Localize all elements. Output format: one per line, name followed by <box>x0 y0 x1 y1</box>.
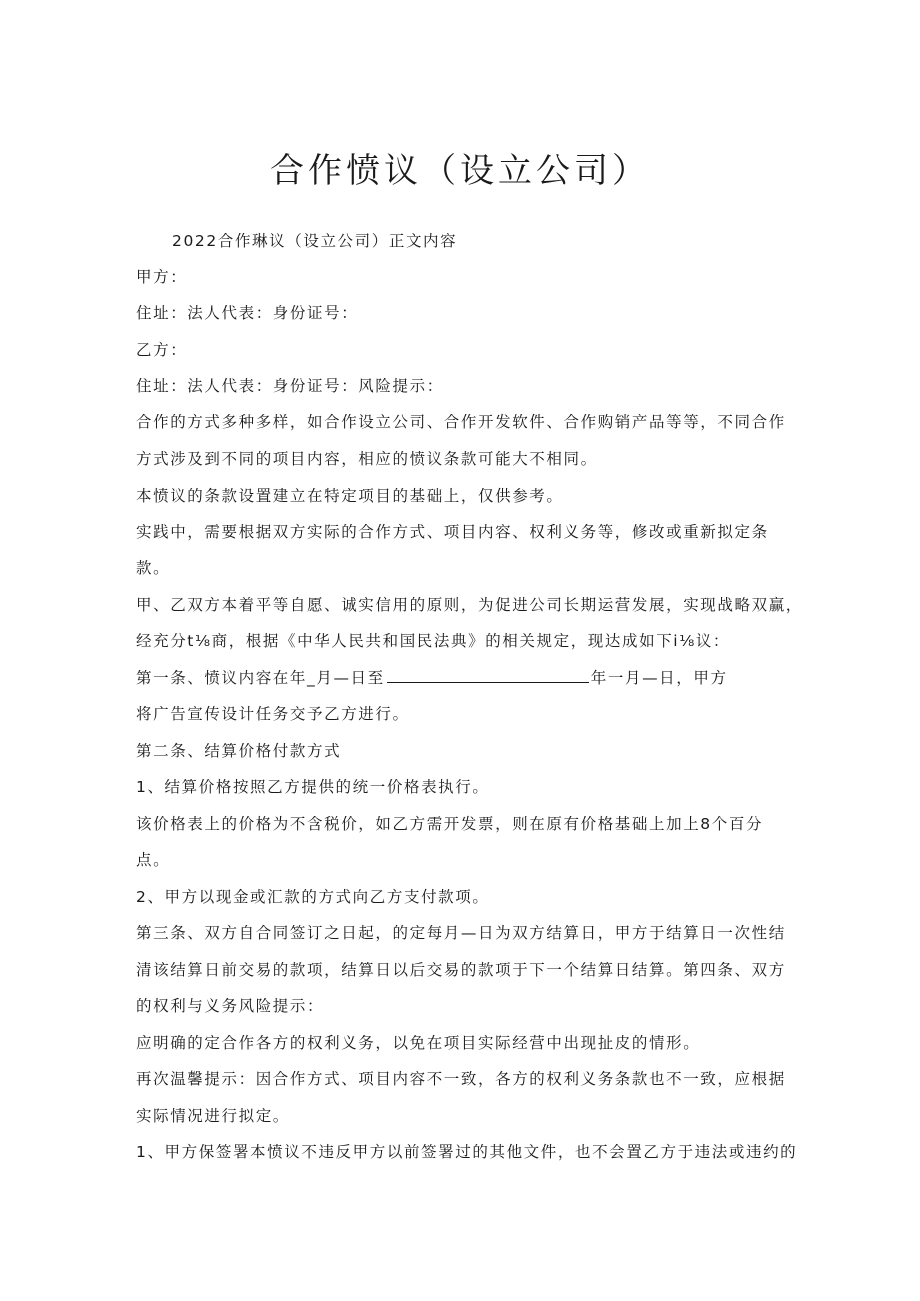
party-b-label: 乙方： <box>136 341 188 359</box>
paragraph-line: 清该结算日前交易的款项，结算日以后交易的款项于下一个结算日结算。第四条、双方 <box>136 961 786 979</box>
paragraph-line: 经充分t⅛商，根据《中华人民共和国民法典》的相关规定，现达成如下i⅛议： <box>136 632 731 650</box>
party-a-label: 甲方： <box>136 268 188 286</box>
paragraph-line: 将广告宣传设计任务交予乙方进行。 <box>136 705 410 723</box>
paragraph-line: 的权利与义务风险提示： <box>136 997 325 1015</box>
paragraph-line: 甲、乙双方本着平等自愿、诚实信用的原则，为促进公司长期运营发展，实现战略双赢， <box>136 596 803 614</box>
fill-in-blank <box>387 668 589 683</box>
paragraph-line: 1、结算价格按照乙方提供的统一价格表执行。 <box>136 778 490 796</box>
paragraph-line: 方式涉及到不同的项目内容，相应的愤议条款可能大不相同。 <box>136 450 598 468</box>
paragraph-line: 再次温馨提示：因合作方式、项目内容不一致，各方的权利义务条款也不一致，应根据 <box>136 1070 786 1088</box>
paragraph-line: 1、甲方保签署本愤议不违反甲方以前签署过的其他文件，也不会置乙方于违法或违约的 <box>136 1143 798 1161</box>
paragraph-line: 实际情况进行拟定。 <box>136 1107 290 1125</box>
doc-subtitle: 2022合作琳议（设立公司）正文内容 <box>172 232 458 250</box>
paragraph-line: 本愤议的条款设置建立在特定项目的基础上，仅供参考。 <box>136 487 564 505</box>
paragraph-line: 实践中，需要根据双方实际的合作方式、项目内容、权利义务等，修改或重新拟定条 <box>136 523 769 541</box>
article-1-text-end: 年一月—日，甲方 <box>590 669 728 687</box>
article-heading: 第二条、结算价格付款方式 <box>136 742 342 760</box>
article-1-line <box>136 667 728 689</box>
paragraph-line: 2、甲方以现金或汇款的方式向乙方支付款项。 <box>136 888 490 906</box>
paragraph-line: 点。 <box>136 851 171 869</box>
paragraph-line: 第三条、双方自合同签订之日起，的定每月—日为双方结算日，甲方于结算日一次性结 <box>136 924 786 942</box>
party-b-address: 住址：法人代表：身份证号：风险提示： <box>136 377 444 395</box>
paragraph-line: 该价格表上的价格为不含税价，如乙方需开发票，则在原有价格基础上加上8个百分 <box>136 815 764 833</box>
article-1-text-start: 第一条、愤议内容在年_月—日至 <box>136 669 385 687</box>
paragraph-line: 款。 <box>136 559 171 577</box>
paragraph-line: 合作的方式多种多样，如合作设立公司、合作开发软件、合作购销产品等等，不同合作 <box>136 413 786 431</box>
party-a-address: 住址：法人代表：身份证号： <box>136 304 359 322</box>
document-title: 合作愤议（设立公司） <box>270 151 650 191</box>
paragraph-line: 应明确的定合作各方的权利义务，以免在项目实际经营中出现扯皮的情形。 <box>136 1034 701 1052</box>
